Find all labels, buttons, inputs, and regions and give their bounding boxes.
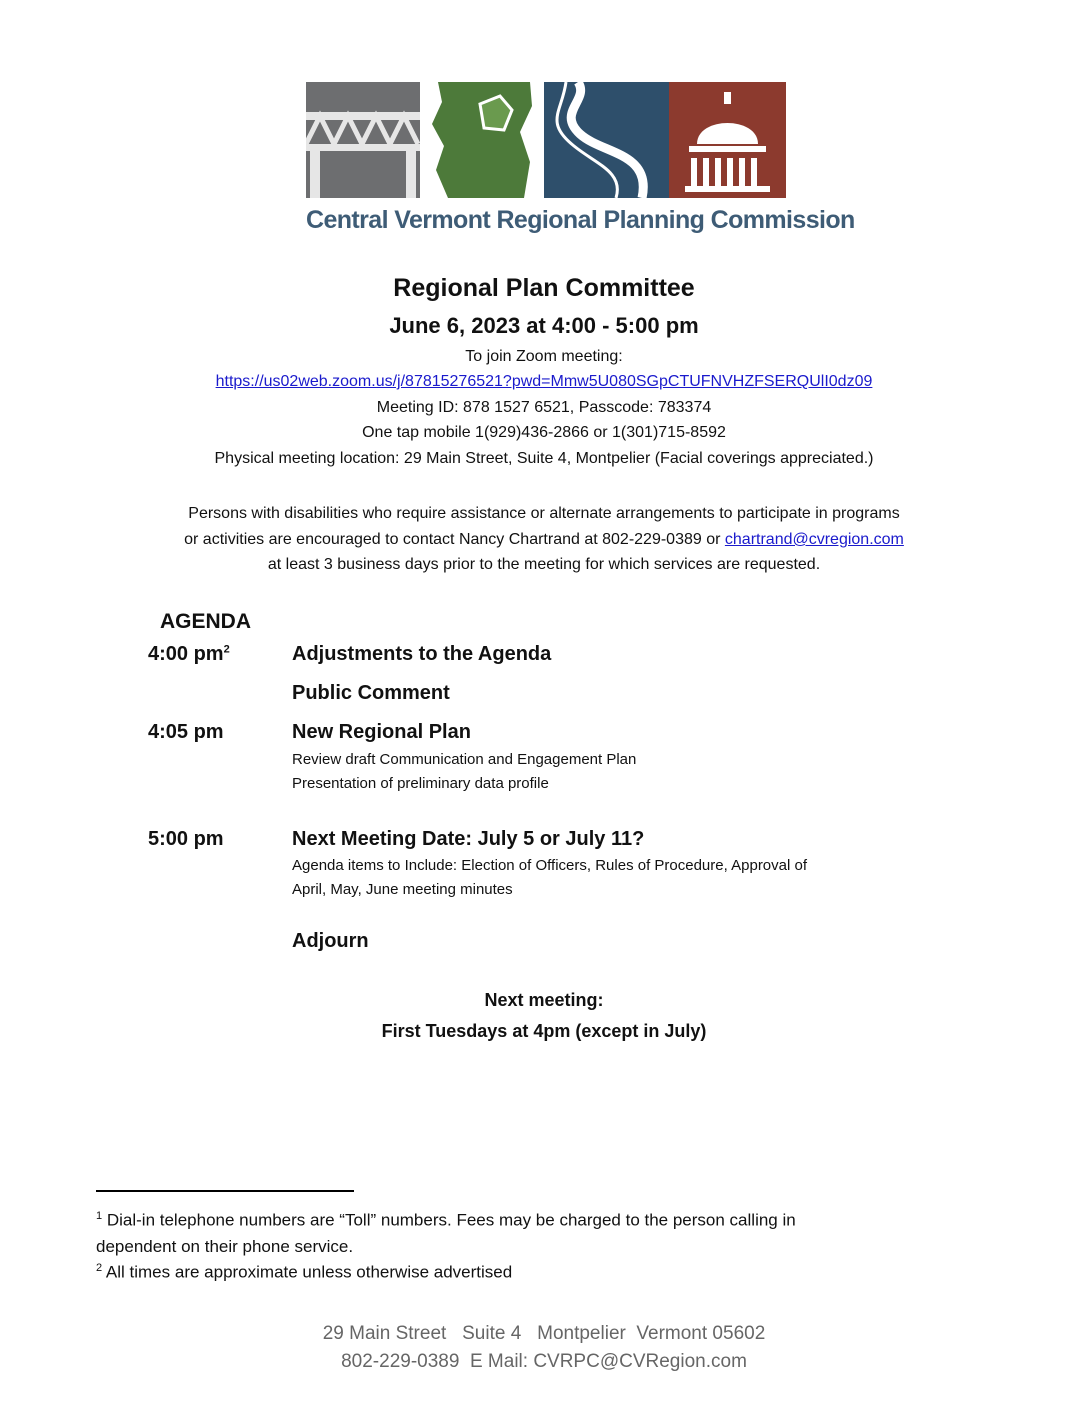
footnote-2 bbox=[96, 1255, 936, 1286]
agenda-item-next-meeting-date: Next Meeting Date: July 5 or July 11? bbox=[292, 828, 645, 850]
footnote-1-text: Dial-in telephone numbers are “Toll” numbers. Fees may be charged to the person calling in bbox=[102, 1210, 796, 1230]
footnote-1-mark: 1 bbox=[96, 1210, 103, 1222]
agenda-time-2: 4:05 pm bbox=[148, 721, 224, 743]
next-meeting-label: Next meeting: bbox=[484, 990, 604, 1010]
footer-address: 29 Main Street Suite 4 Montpelier Vermont 05602 bbox=[322, 1323, 766, 1344]
agenda-item-public-comment: Public Comment bbox=[292, 682, 450, 704]
agenda-time-3: 5:00 pm bbox=[148, 828, 224, 850]
footnote-2-mark: 2 bbox=[96, 1262, 103, 1274]
footnote-1-text-cont: dependent on their phone service. bbox=[96, 1236, 354, 1256]
one-tap-mobile: One tap mobile 1(929)436-2866 or 1(301)715-8592 bbox=[362, 424, 726, 441]
disability-notice-line3: at least 3 business days prior to the meeting for which services are requested. bbox=[267, 556, 821, 573]
agenda-heading: AGENDA bbox=[160, 610, 252, 633]
next-meeting-schedule: First Tuesdays at 4pm (except in July) bbox=[381, 1021, 707, 1041]
footnote-ref-2: 2 bbox=[223, 643, 230, 656]
footnote-divider bbox=[96, 1190, 354, 1192]
zoom-link[interactable]: https://us02web.zoom.us/j/87815276521?pwd=Mmw5U080SGpCTUFNVHZFSERQUlI0dz09 bbox=[215, 373, 873, 390]
organization-name: Central Vermont Regional Planning Commission bbox=[306, 206, 855, 234]
footer-contact: 802-229-0389 E Mail: CVRPC@CVRegion.com bbox=[341, 1351, 747, 1372]
footnote-2-text: All times are approximate unless otherwise advertised bbox=[102, 1262, 513, 1282]
footnote-1 bbox=[96, 1203, 936, 1260]
contact-email-link[interactable]: chartrand@cvregion.com bbox=[724, 531, 904, 548]
zoom-intro: To join Zoom meeting: bbox=[465, 348, 623, 365]
page-title: Regional Plan Committee bbox=[393, 274, 695, 302]
agenda-item-adjourn: Adjourn bbox=[292, 930, 369, 952]
meeting-date: June 6, 2023 at 4:00 - 5:00 pm bbox=[389, 313, 699, 338]
agenda-subitem: April, May, June meeting minutes bbox=[292, 881, 513, 898]
meeting-id: Meeting ID: 878 1527 6521, Passcode: 783374 bbox=[376, 399, 712, 416]
agenda-subitem: Agenda items to Include: Election of Officers, Rules of Procedure, Approval of bbox=[292, 857, 808, 874]
disability-notice-text: or activities are encouraged to contact Nancy Chartrand at 802-229-0389 or bbox=[184, 531, 725, 548]
agenda-time-1 bbox=[148, 643, 230, 666]
agenda-time-1-text: 4:00 pm bbox=[148, 643, 224, 665]
capitol-dome-icon bbox=[669, 82, 786, 198]
agenda-item-adjustments: Adjustments to the Agenda bbox=[292, 643, 552, 665]
vermont-map-icon bbox=[420, 82, 544, 198]
agenda-subitem: Presentation of preliminary data profile bbox=[292, 775, 549, 792]
disability-notice-line2 bbox=[0, 531, 1088, 549]
zoom-link-row bbox=[0, 373, 1088, 391]
cvrpc-logo bbox=[306, 82, 855, 234]
agenda-item-new-regional-plan: New Regional Plan bbox=[292, 721, 471, 743]
agenda-subitem: Review draft Communication and Engagement Plan bbox=[292, 751, 637, 768]
disability-notice-line1: Persons with disabilities who require assistance or alternate arrangements to participate in programs bbox=[188, 505, 900, 522]
bridge-icon bbox=[306, 82, 420, 198]
river-icon bbox=[544, 82, 669, 198]
physical-location: Physical meeting location: 29 Main Street, Suite 4, Montpelier (Facial coverings appreciated.) bbox=[214, 450, 874, 467]
